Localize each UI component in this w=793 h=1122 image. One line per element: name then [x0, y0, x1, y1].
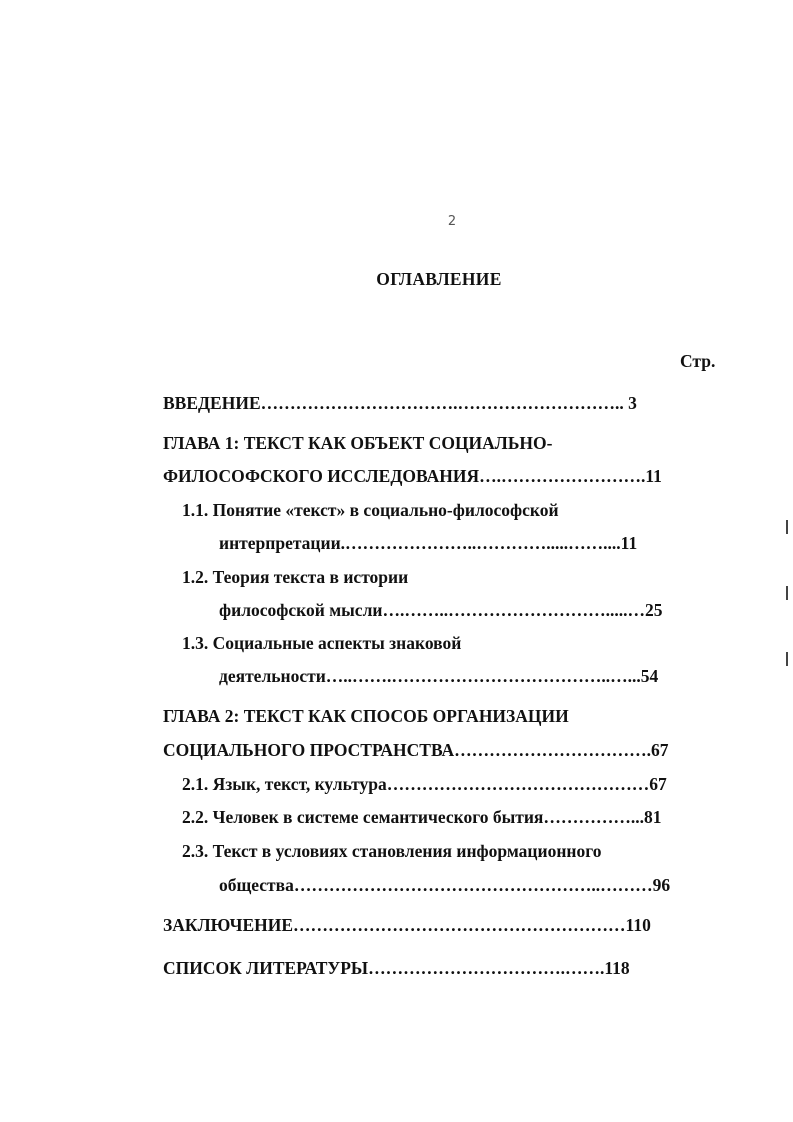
page-column-header: Стр.: [680, 351, 716, 371]
toc-section-1-3-line-1: 1.3. Социальные аспекты знаковой: [182, 633, 462, 653]
toc-section-2-2: 2.2. Человек в системе семантического бытия……………...81: [182, 807, 662, 827]
toc-entry-conclusion: ЗАКЛЮЧЕНИЕ…………………………………………………110: [163, 915, 651, 935]
scan-edge-mark: [786, 586, 788, 600]
toc-section-2-3-line-2: общества……………………………………………..………96: [219, 875, 671, 895]
toc-entry-bibliography: СПИСОК ЛИТЕРАТУРЫ…………………………….…….118: [163, 958, 630, 978]
toc-chapter-2-line-2: СОЦИАЛЬНОГО ПРОСТРАНСТВА…………………………….67: [163, 740, 669, 760]
toc-chapter-1-line-1: ГЛАВА 1: ТЕКСТ КАК ОБЪЕКТ СОЦИАЛЬНО-: [163, 433, 553, 453]
toc-title: ОГЛАВЛЕНИЕ: [376, 269, 502, 289]
toc-section-1-2-line-2: философской мысли….……..……………………….....…25: [219, 600, 663, 620]
scan-edge-mark: [786, 652, 788, 666]
toc-section-2-1: 2.1. Язык, текст, культура………………………………………67: [182, 774, 667, 794]
toc-section-1-3-line-2: деятельности…..…….………………………………..…...54: [219, 666, 659, 686]
toc-section-2-3-line-1: 2.3. Текст в условиях становления информационного: [182, 841, 602, 861]
toc-entry-introduction: ВВЕДЕНИЕ…………………………….……………………….. 3: [163, 393, 637, 413]
scan-edge-mark: [786, 520, 788, 534]
toc-section-1-2-line-1: 1.2. Теория текста в истории: [182, 567, 409, 587]
page-number: 2: [447, 214, 457, 229]
toc-chapter-2-line-1: ГЛАВА 2: ТЕКСТ КАК СПОСОБ ОРГАНИЗАЦИИ: [163, 706, 569, 726]
toc-chapter-1-line-2: ФИЛОСОФСКОГО ИССЛЕДОВАНИЯ….…………………….11: [163, 466, 662, 486]
toc-section-1-1-line-2: интерпретации.…………………..………….....……....11: [219, 533, 638, 553]
toc-section-1-1-line-1: 1.1. Понятие «текст» в социально-философской: [182, 500, 559, 520]
